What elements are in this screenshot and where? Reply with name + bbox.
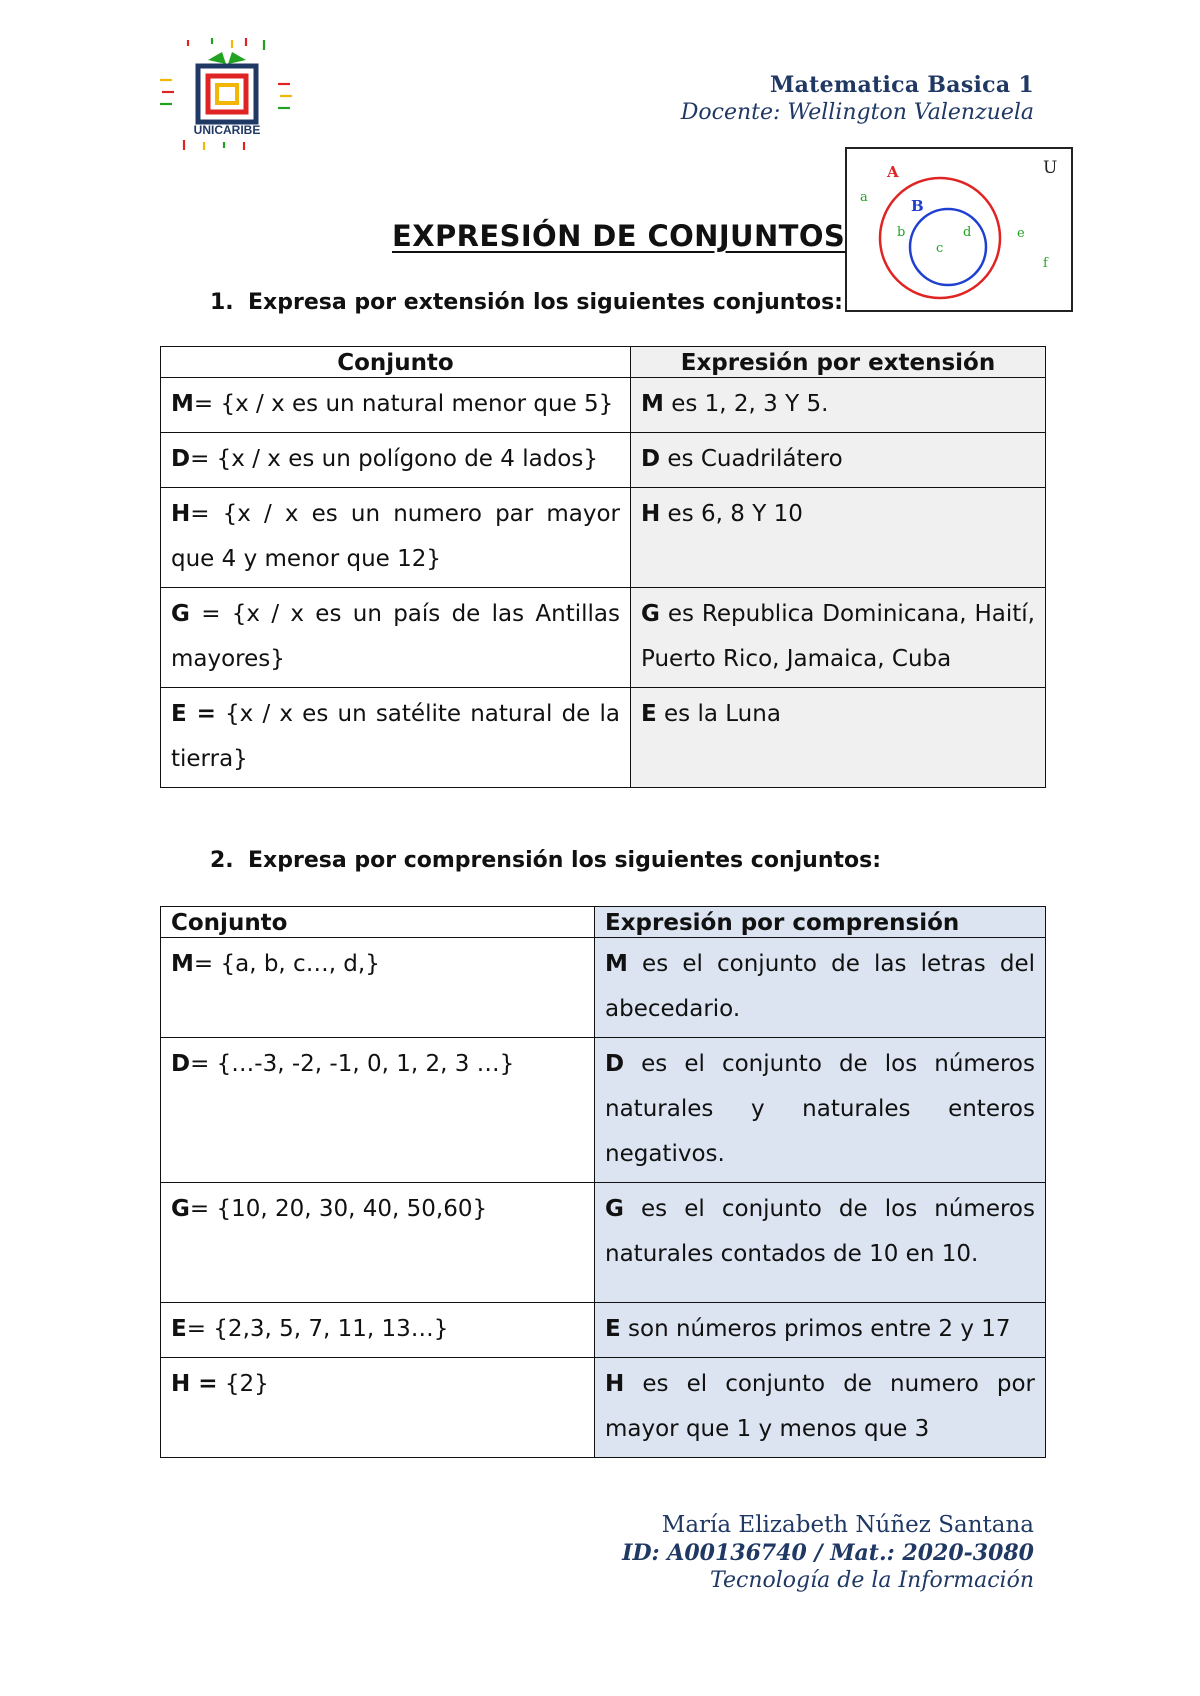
set-cell: E= {2,3, 5, 7, 11, 13…} <box>161 1303 595 1358</box>
program-name: Tecnología de la Información <box>710 1568 1034 1593</box>
teacher-name: Docente: Wellington Valenzuela <box>680 100 1034 125</box>
set-cell: G= {10, 20, 30, 40, 50,60} <box>161 1183 595 1303</box>
expr-cell: E son números primos entre 2 y 17 <box>595 1303 1046 1358</box>
expr-cell: H es 6, 8 Y 10 <box>631 488 1046 588</box>
table-row <box>161 433 1046 488</box>
footer <box>622 1512 1034 1593</box>
element-d: d <box>963 225 972 240</box>
set-cell: M= {a, b, c…, d,} <box>161 938 595 1038</box>
element-f: f <box>1043 256 1048 271</box>
venn-diagram <box>845 147 1073 312</box>
element-c: c <box>936 241 944 256</box>
course-header <box>681 72 1034 125</box>
extension-table <box>160 346 1046 788</box>
page-title: EXPRESIÓN DE CONJUNTOS <box>392 219 846 253</box>
logo-text: UNICARIBE <box>193 123 261 137</box>
expr-cell: D es el conjunto de los números naturales y naturales enteros negativos. <box>595 1038 1046 1183</box>
set-cell: E = {x / x es un satélite natural de la tierra} <box>161 688 631 788</box>
col-header-expr: Expresión por comprensión <box>595 907 1046 938</box>
set-cell: G = {x / x es un país de las Antillas mayores} <box>161 588 631 688</box>
expr-cell: M es 1, 2, 3 Y 5. <box>631 378 1046 433</box>
table-row <box>161 1183 1046 1303</box>
section2-heading <box>210 848 881 873</box>
element-b: b <box>897 225 906 240</box>
section1-text: Expresa por extensión los siguientes conjuntos: <box>248 290 843 315</box>
table-row <box>161 1303 1046 1358</box>
col-header-expr: Expresión por extensión <box>631 347 1046 378</box>
table-header-row <box>161 907 1046 938</box>
set-cell: D= {…-3, -2, -1, 0, 1, 2, 3 …} <box>161 1038 595 1183</box>
comprehension-table <box>160 906 1046 1458</box>
expr-cell: G es el conjunto de los números naturales contados de 10 en 10. <box>595 1183 1046 1303</box>
section1-heading <box>210 290 843 315</box>
section2-text: Expresa por comprensión los siguientes conjuntos: <box>248 848 882 873</box>
set-cell: H= {x / x es un numero par mayor que 4 y menor que 12} <box>161 488 631 588</box>
expr-cell: G es Republica Dominicana, Haití, Puerto Rico, Jamaica, Cuba <box>631 588 1046 688</box>
col-header-set: Conjunto <box>161 347 631 378</box>
expr-cell: M es el conjunto de las letras del abecedario. <box>595 938 1046 1038</box>
table-row <box>161 1358 1046 1458</box>
table-row <box>161 688 1046 788</box>
section2-number: 2. <box>210 848 234 873</box>
unicaribe-logo <box>160 38 300 163</box>
col-header-set: Conjunto <box>161 907 595 938</box>
expr-cell: H es el conjunto de numero por mayor que 1 y menos que 3 <box>595 1358 1046 1458</box>
set-cell: D= {x / x es un polígono de 4 lados} <box>161 433 631 488</box>
set-cell: M= {x / x es un natural menor que 5} <box>161 378 631 433</box>
element-a: a <box>860 190 868 205</box>
table-row <box>161 1038 1046 1183</box>
set-a-label: A <box>887 163 899 181</box>
element-e: e <box>1017 226 1025 241</box>
expr-cell: E es la Luna <box>631 688 1046 788</box>
table-row <box>161 938 1046 1038</box>
table-row <box>161 378 1046 433</box>
section1-number: 1. <box>210 290 234 315</box>
expr-cell: D es Cuadrilátero <box>631 433 1046 488</box>
student-id: ID: A00136740 / Mat.: 2020-3080 <box>622 1540 1034 1566</box>
universe-label: U <box>1043 158 1058 178</box>
course-title: Matematica Basica 1 <box>769 72 1034 98</box>
table-row <box>161 488 1046 588</box>
set-b-label: B <box>911 197 924 215</box>
table-header-row <box>161 347 1046 378</box>
student-name: María Elizabeth Núñez Santana <box>661 1512 1034 1538</box>
set-cell: H = {2} <box>161 1358 595 1458</box>
table-row <box>161 588 1046 688</box>
